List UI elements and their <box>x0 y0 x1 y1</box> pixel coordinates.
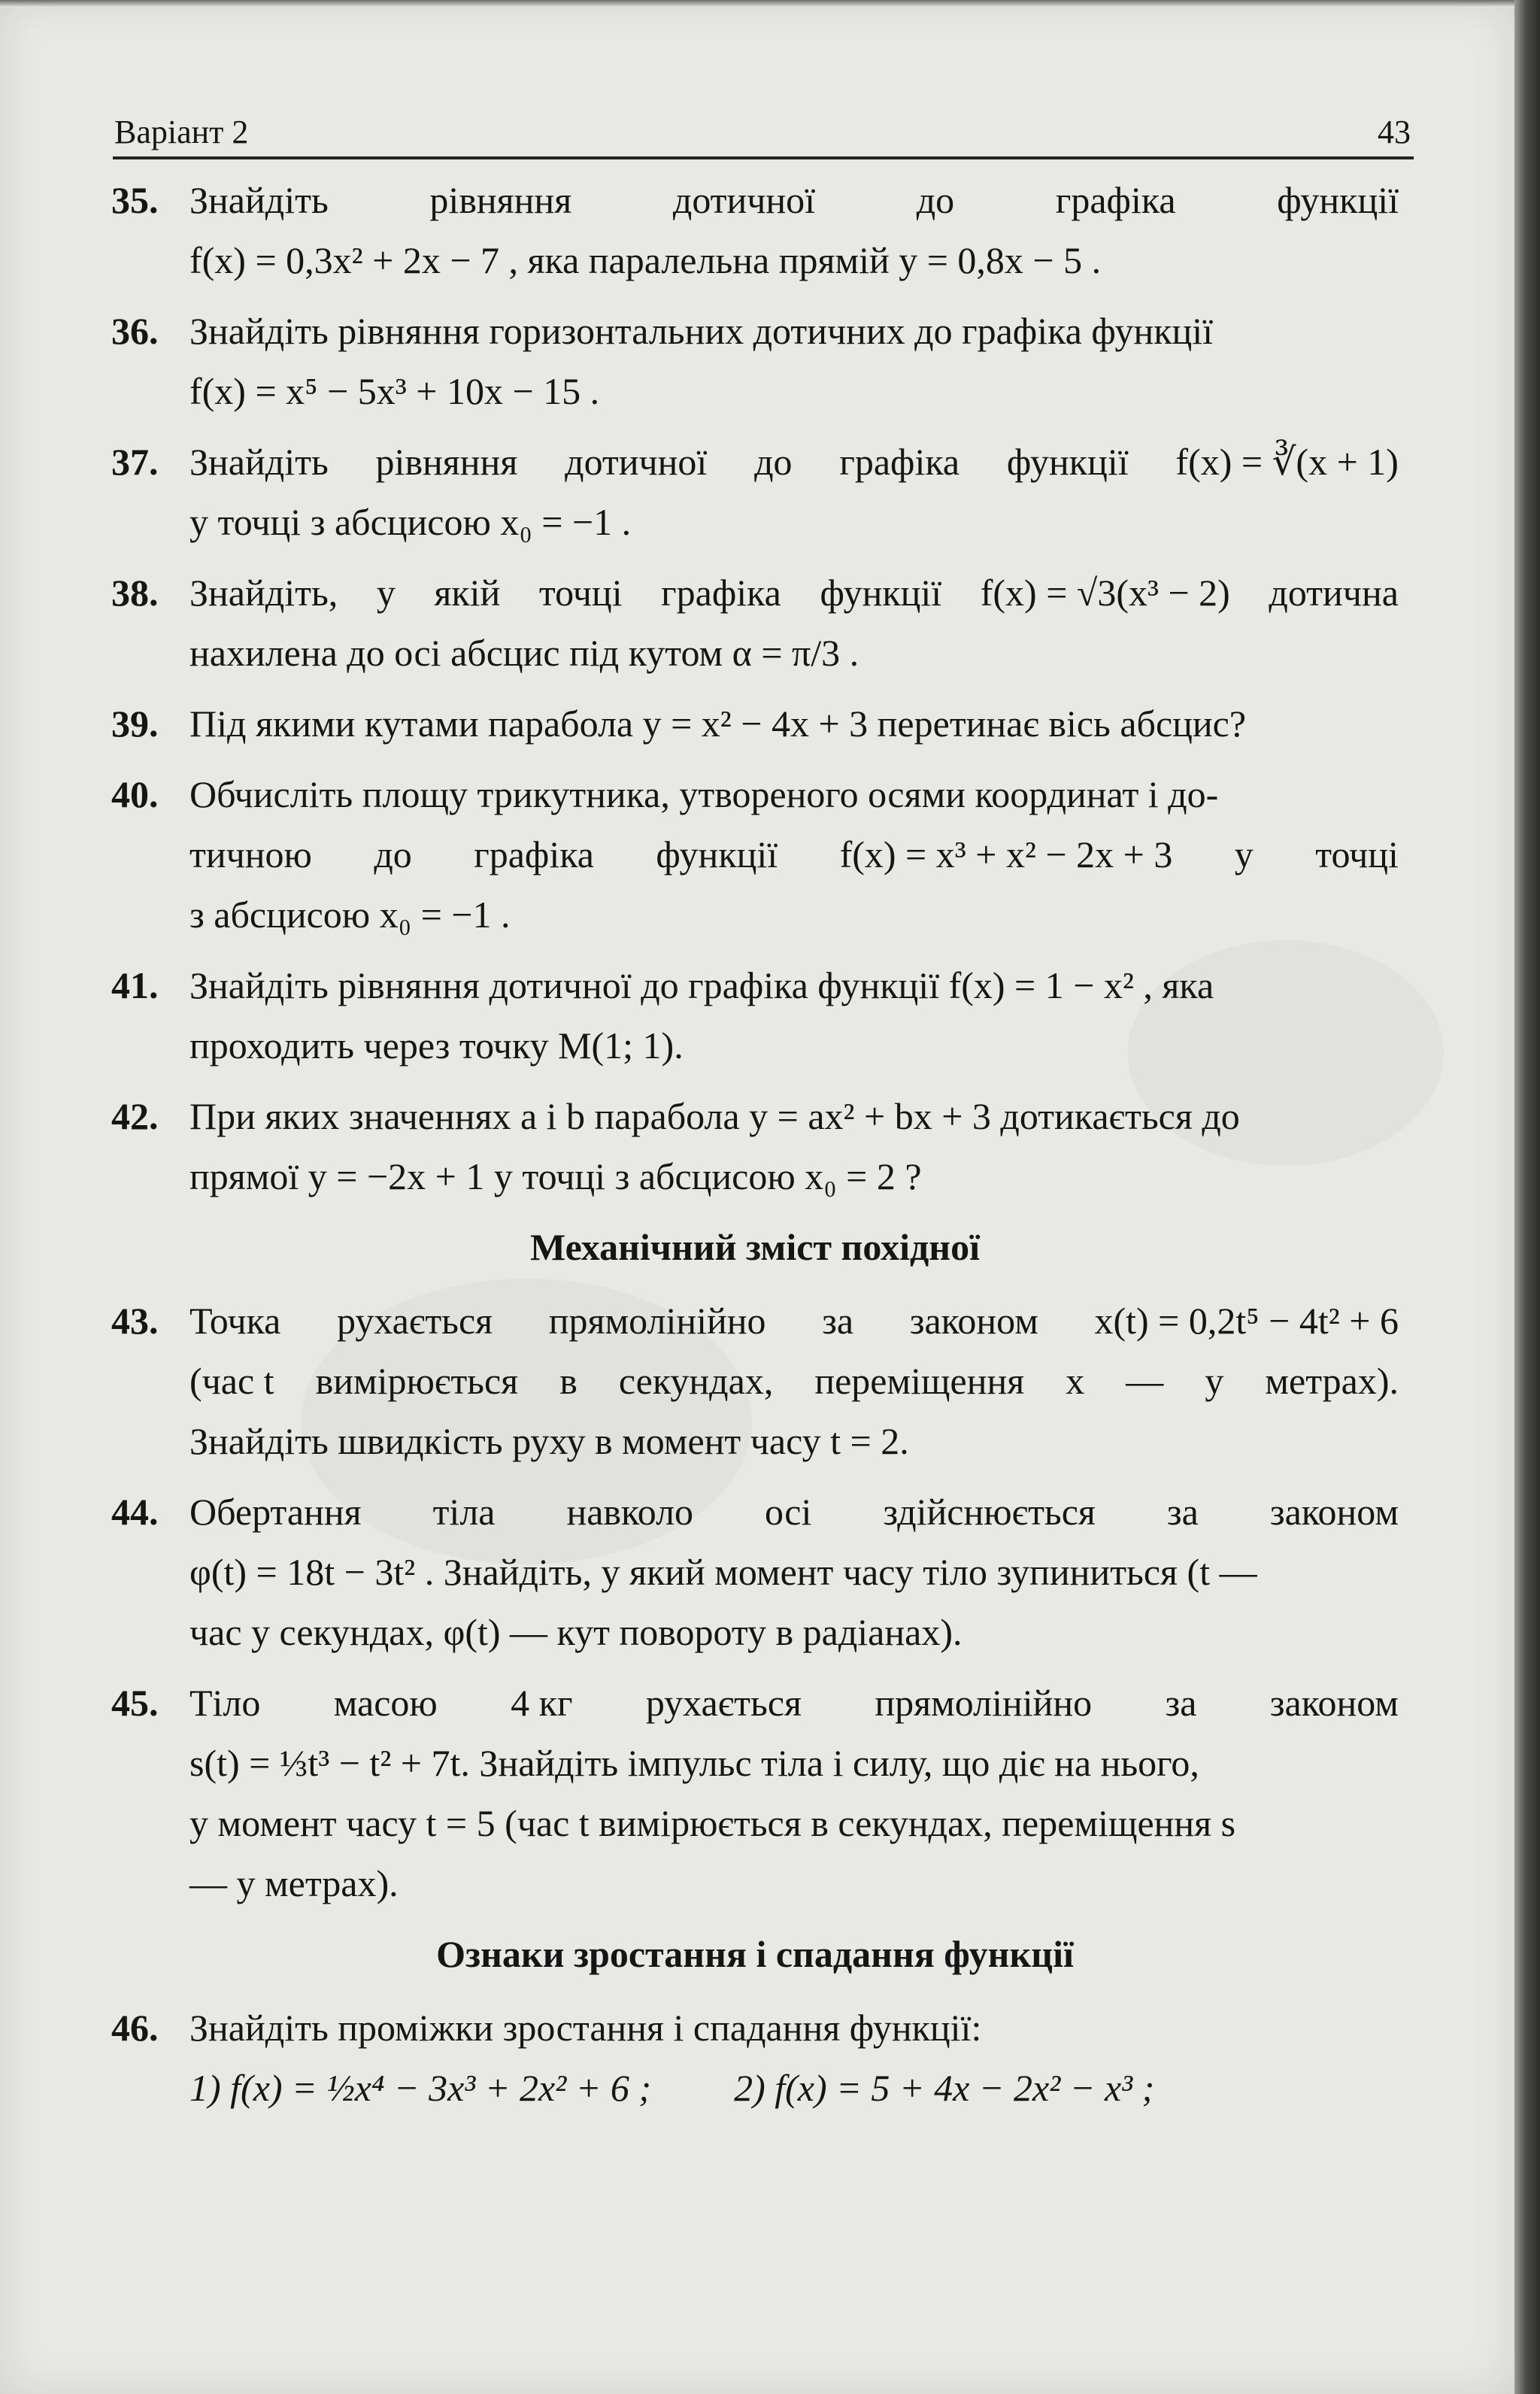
problem-word: 4 кг <box>511 1682 573 1724</box>
page-header <box>113 113 1414 159</box>
problem-word: рухається <box>645 1682 802 1724</box>
problem-word: Тіло <box>189 1682 261 1724</box>
page-number: 43 <box>1378 114 1411 150</box>
problem-word: Знайдіть, <box>189 572 338 614</box>
problem-word: графіка <box>1055 179 1176 221</box>
subproblems <box>189 2058 1399 2118</box>
problem-number: 42. <box>111 1095 159 1137</box>
problem-word: законом <box>909 1300 1038 1342</box>
problem-line: Під якими кутами парабола y = x² − 4x + 3 перетинає вісь абсцис? <box>189 702 1247 745</box>
problem-word: дотичної <box>672 179 816 221</box>
problem-line: Знайдіть рівняння дотичної до графіка функції f(x) = 1 − x² , яка <box>189 964 1214 1006</box>
problem-word: рівняння <box>375 441 518 483</box>
problem-line: нахилена до осі абсцис під кутом α = π/3 . <box>189 632 859 674</box>
problem-word: в <box>559 1360 578 1402</box>
problem-item <box>111 1086 1399 1206</box>
problem-number: 39. <box>111 702 159 745</box>
page-edge <box>1514 0 1540 2394</box>
problem-word: законом <box>1269 1491 1399 1533</box>
problem-word: — <box>1126 1360 1164 1402</box>
problem-list <box>111 170 1399 1206</box>
problem-word: до <box>374 833 412 875</box>
problem-item <box>111 764 1399 945</box>
problem-word: прямолінійно <box>875 1682 1093 1724</box>
problem-word: функції <box>656 833 778 875</box>
problem-line <box>189 1482 1399 1542</box>
problem-word: графіка <box>839 441 960 483</box>
problem-line: s(t) = ⅓t³ − t² + 7t. Знайдіть імпульс тіла і силу, що діє на нього, <box>189 1742 1199 1784</box>
problem-word: точці <box>538 572 623 614</box>
problem-word: у <box>1234 833 1254 875</box>
problem-number: 41. <box>111 964 159 1006</box>
problem-line: проходить через точку M(1; 1). <box>189 1024 684 1067</box>
problem-word: вимірюється <box>315 1360 519 1402</box>
problem-word: законом <box>1269 1682 1399 1724</box>
problem-word: точці <box>1315 833 1399 875</box>
problem-word: за <box>1166 1491 1199 1533</box>
problem-line: Знайдіть рівняння горизонтальних дотичних до графіка функції <box>189 310 1214 352</box>
problem-line <box>189 1351 1399 1411</box>
problem-word: секундах, <box>618 1360 774 1402</box>
problem-number: 38. <box>111 572 159 614</box>
problem-word: до <box>754 441 793 483</box>
problem-number: 43. <box>111 1300 159 1342</box>
problem-word: x(t) = 0,2t⁵ − 4t² + 6 <box>1094 1300 1399 1342</box>
problem-word: якій <box>434 572 501 614</box>
problem-item <box>111 1673 1399 1913</box>
section-heading: Механічний зміст похідної <box>530 1226 980 1268</box>
problem-item <box>111 1482 1399 1662</box>
problem-word: Обертання <box>189 1491 362 1533</box>
problem-word: Точка <box>189 1300 281 1342</box>
problem-number: 44. <box>111 1491 159 1533</box>
problem-item <box>111 432 1399 552</box>
problem-line <box>189 824 1399 884</box>
problem-word: дотичної <box>565 441 708 483</box>
problem-line <box>189 1291 1399 1351</box>
problem-word: дотична <box>1269 572 1399 614</box>
problem-word: графіка <box>474 833 594 875</box>
variant-label: Варіант 2 <box>114 114 249 150</box>
problem-line: f(x) = 0,3x² + 2x − 7 , яка паралельна прямій y = 0,8x − 5 . <box>189 239 1102 281</box>
problem-list <box>111 1291 1399 1913</box>
problem-word: графіка <box>661 572 781 614</box>
problem-word: функції <box>1277 179 1399 221</box>
problem-word: за <box>822 1300 854 1342</box>
problem-word: (час t <box>189 1360 274 1402</box>
problem-item <box>111 955 1399 1076</box>
problem-line <box>189 432 1399 492</box>
problem-word: функції <box>820 572 942 614</box>
problem-word: тіла <box>432 1491 496 1533</box>
page-content <box>111 170 1399 2129</box>
problem-item <box>111 301 1399 421</box>
problem-word: метрах). <box>1265 1360 1399 1402</box>
problem-word: Знайдіть <box>189 179 329 221</box>
problem-line <box>189 170 1399 230</box>
problem-item <box>111 170 1399 290</box>
problem-word: f(x) = x³ + x² − 2x + 3 <box>839 833 1173 875</box>
problem-word: осі <box>765 1491 812 1533</box>
section-heading: Ознаки зростання і спадання функції <box>436 1933 1074 1975</box>
problem-line: у момент часу t = 5 (час t вимірюється в секундах, переміщення s <box>189 1802 1236 1844</box>
problem-word: переміщення <box>814 1360 1025 1402</box>
problem-word: f(x) = ∛(x + 1) <box>1175 441 1399 483</box>
problem-line: Обчисліть площу трикутника, утвореного осями координат і до- <box>189 773 1219 815</box>
problem-word: навколо <box>566 1491 694 1533</box>
problem-number: 37. <box>111 441 159 483</box>
problem-word: f(x) = √3(x³ − 2) <box>980 572 1230 614</box>
problem-word: у <box>376 572 396 614</box>
problem-word: масою <box>333 1682 438 1724</box>
problem-item <box>111 563 1399 683</box>
problem-line: прямої y = −2x + 1 у точці з абсцисою x₀ = 2 ? <box>189 1155 922 1197</box>
problem-number: 35. <box>111 179 159 221</box>
problem-line: При яких значеннях a і b парабола y = ax² + bx + 3 дотикається до <box>189 1095 1240 1137</box>
problem-number: 36. <box>111 310 159 352</box>
problem-line: φ(t) = 18t − 3t² . Знайдіть, у який момент часу тіло зупиниться (t — <box>189 1551 1257 1593</box>
subproblem-2: 2) f(x) = 5 + 4x − 2x² − x³ ; <box>734 2067 1155 2109</box>
page-top-shadow <box>0 0 1514 8</box>
problem-item <box>111 1291 1399 1471</box>
subproblem-1: 1) f(x) = ½x⁴ − 3x³ + 2x² + 6 ; <box>189 2067 652 2109</box>
problem-number: 45. <box>111 1682 159 1724</box>
problem-word: за <box>1165 1682 1197 1724</box>
problem-line: з абсцисою x₀ = −1 . <box>189 894 511 936</box>
problem-text: Знайдіть проміжки зростання і спадання функції: <box>189 2007 982 2049</box>
problem-line: Знайдіть швидкість руху в момент часу t = 2. <box>189 1420 909 1462</box>
problem-word: Знайдіть <box>189 441 329 483</box>
problem-line: у точці з абсцисою x₀ = −1 . <box>189 501 632 543</box>
problem-word: рухається <box>336 1300 493 1342</box>
problem-line <box>189 563 1399 623</box>
problem-line: час у секундах, φ(t) — кут повороту в радіанах). <box>189 1611 962 1653</box>
problem-word: здійснюється <box>883 1491 1096 1533</box>
problem-word: тичною <box>189 833 312 875</box>
problem-line: — у метрах). <box>189 1862 399 1904</box>
problem-number: 40. <box>111 773 159 815</box>
problem-line: f(x) = x⁵ − 5x³ + 10x − 15 . <box>189 370 600 412</box>
problem-number: 46. <box>111 2007 159 2049</box>
problem-item <box>111 693 1399 754</box>
problem-word: функції <box>1006 441 1129 483</box>
problem-word: прямолінійно <box>548 1300 766 1342</box>
problem-item <box>111 1998 1399 2118</box>
problem-word: у <box>1205 1360 1224 1402</box>
problem-word: рівняння <box>429 179 572 221</box>
problem-word: x <box>1066 1360 1085 1402</box>
problem-word: до <box>916 179 955 221</box>
problem-line <box>189 1673 1399 1733</box>
